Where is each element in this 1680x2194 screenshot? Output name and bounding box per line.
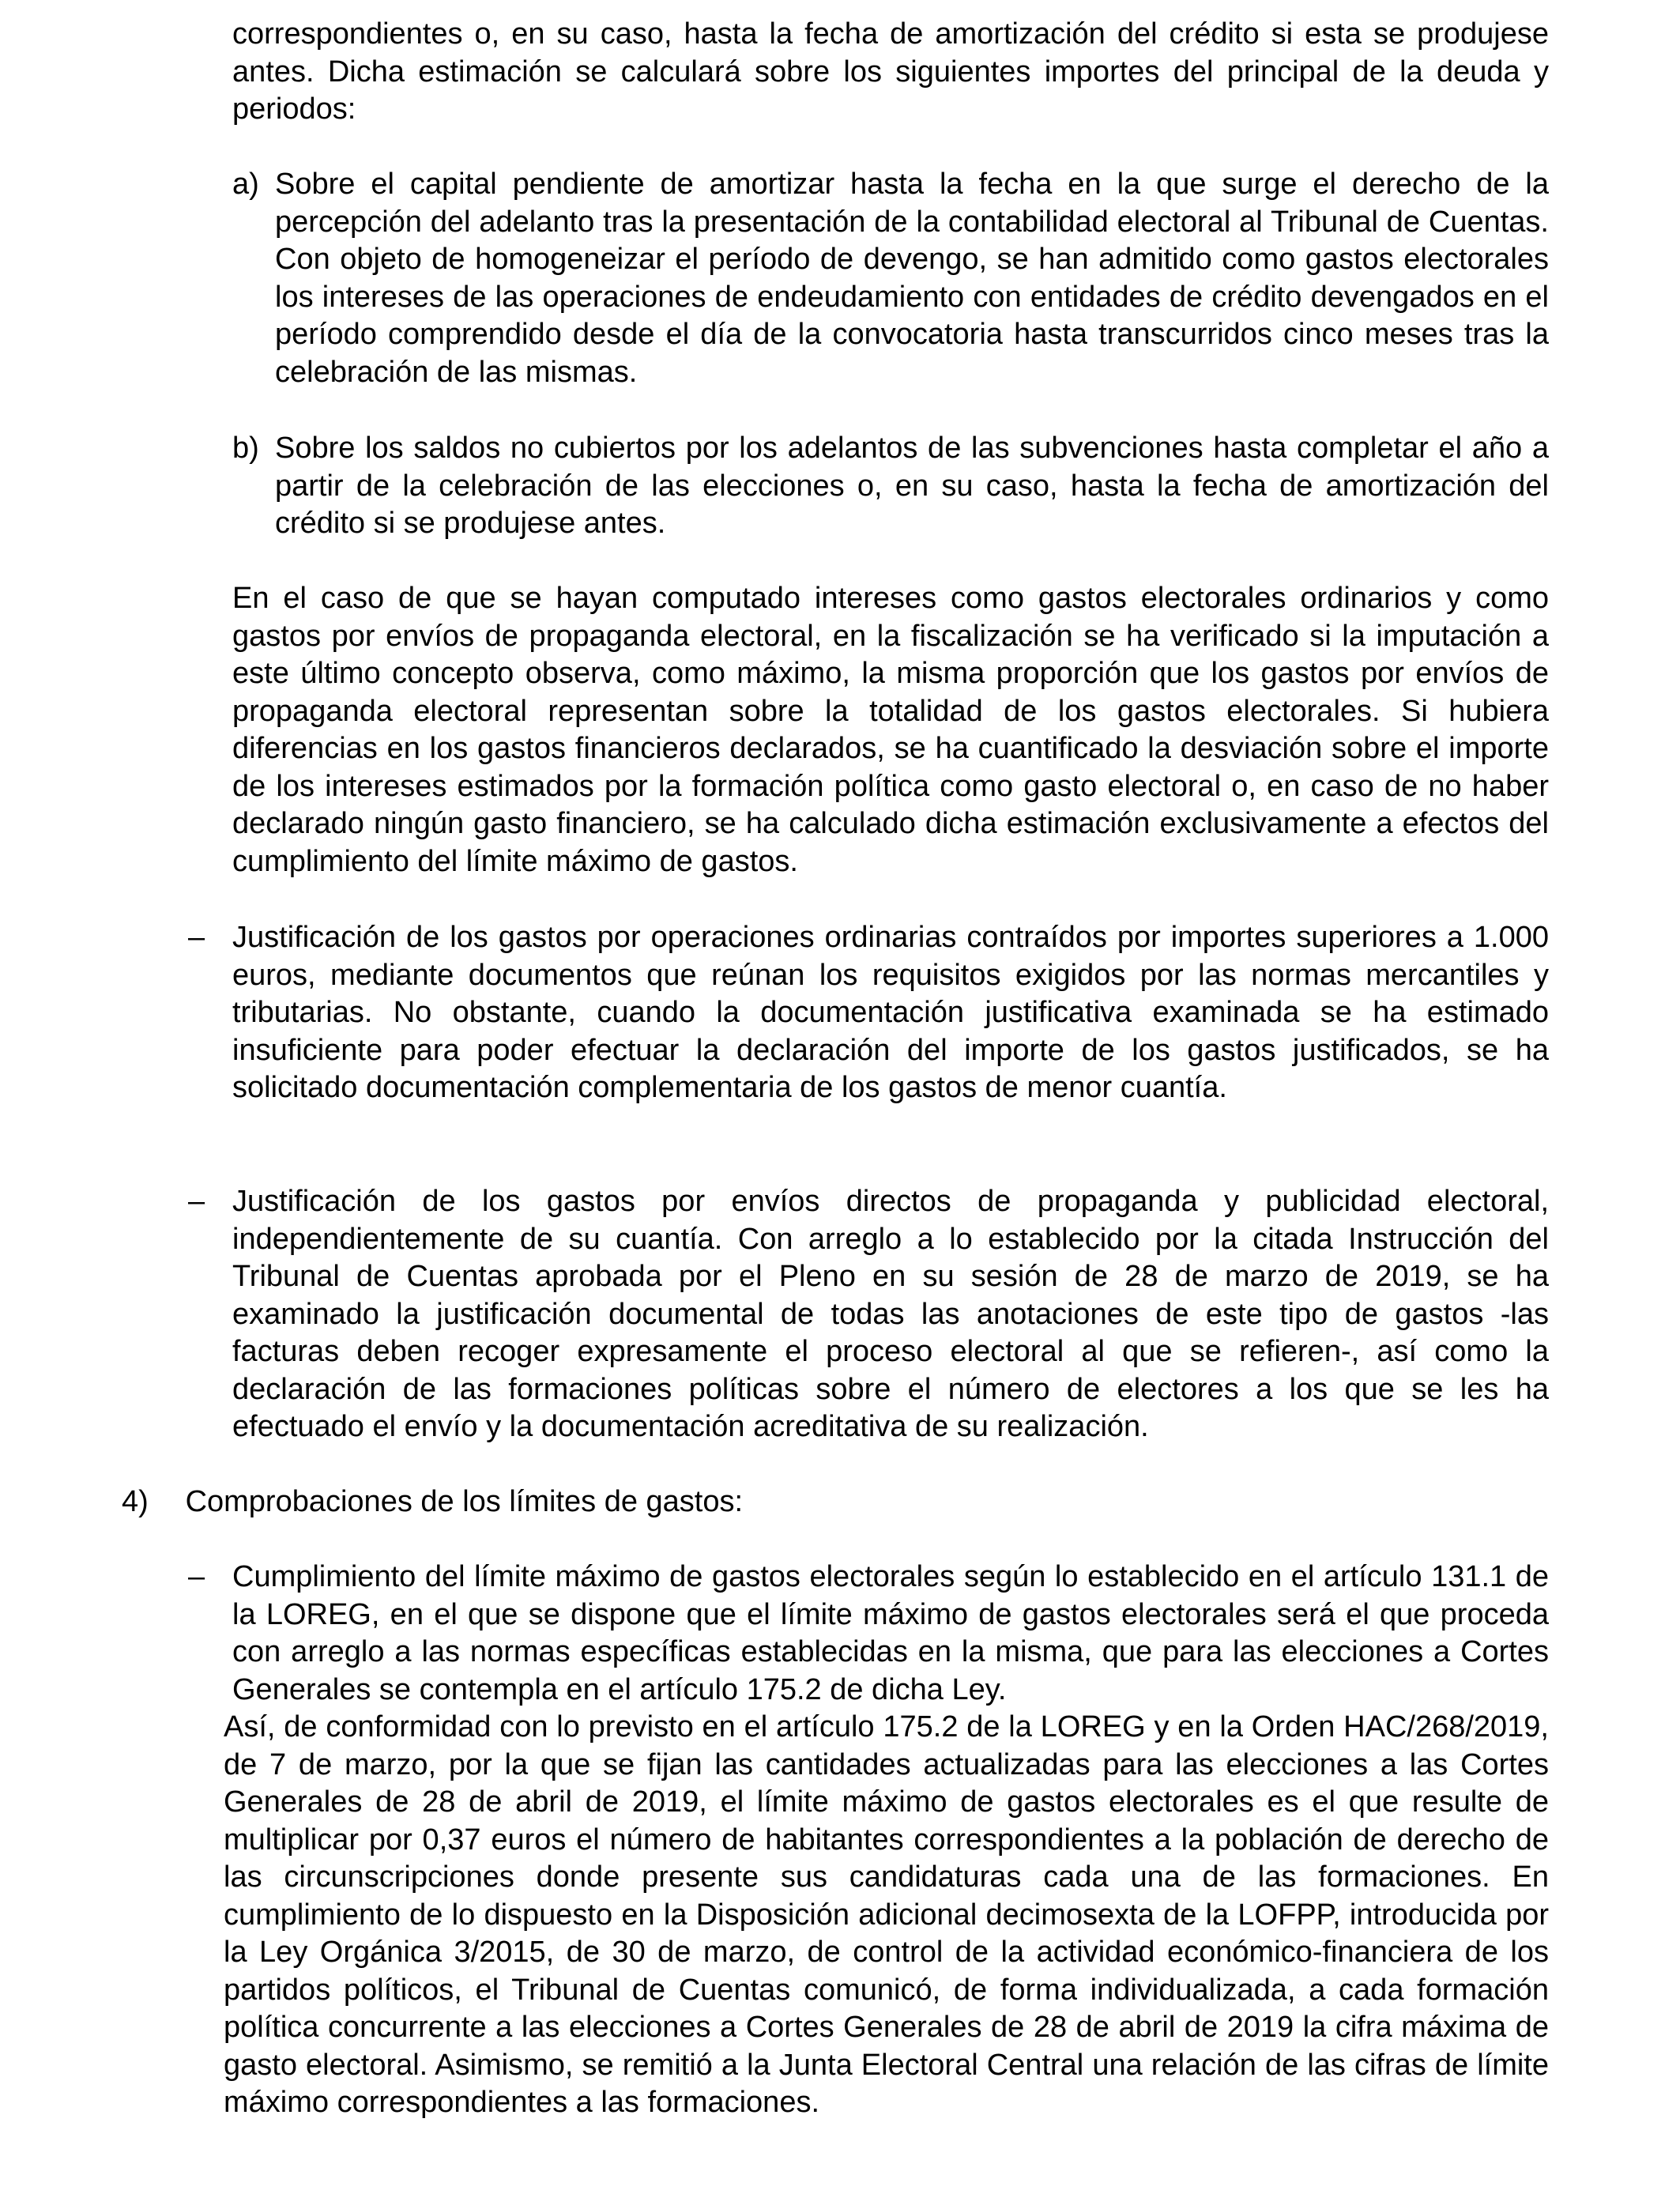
- sublist-item-b: [232, 430, 1549, 543]
- section-heading: [122, 1483, 1544, 1521]
- dash-bullet-icon: –: [188, 921, 205, 954]
- sublist-text: Sobre los saldos no cubiertos por los adelantos de las subvenciones hasta completar el año a partir de la celebración de las elecciones o, en su caso, hasta la fecha de amortización del crédito si se produjese antes.: [275, 432, 1549, 540]
- dash-bullet-icon: –: [188, 1185, 205, 1218]
- section-number: 4): [122, 1485, 149, 1518]
- limit-paragraph: Así, de conformidad con lo previsto en el artículo 175.2 de la LOREG y en la Orden HAC/268/2019, de 7 de marzo, por la que se fijan las cantidades actualizadas para las elecciones a las Cortes Generales de 28 de abril de 2019, el límite máximo de gastos electorales es el que resulte de multiplicar por 0,37 euros el número de habitantes correspondientes a la población de derecho de las circunscripciones donde presente sus candidaturas cada una de las formaciones. En cumplimiento de lo dispuesto en la Disposición adicional decimosexta de la LOFPP, introducida por la Ley Orgánica 3/2015, de 30 de marzo, de control de la actividad económico-financiera de los partidos políticos, el Tribunal de Cuentas comunicó, de forma individualizada, a cada formación política concurrente a las elecciones a Cortes Generales de 28 de abril de 2019 la cifra máxima de gasto electoral. Asimismo, se remitió a la Junta Electoral Central una relación de las cifras de límite máximo correspondientes a las formaciones.: [224, 1710, 1549, 2119]
- interest-paragraph: En el caso de que se hayan computado intereses como gastos electorales ordinarios y como gastos por envíos de propaganda electoral, en la fiscalización se ha verificado si la imputación a este último concepto observa, como máximo, la misma proporción que los gastos por envíos de propaganda electoral representan sobre la totalidad de los gastos electorales. Si hubiera diferencias en los gastos financieros declarados, se ha cuantificado la desviación sobre el importe de los intereses estimados por la formación política como gasto electoral o, en caso de no haber declarado ningún gasto financiero, se ha calculado dicha estimación exclusivamente a efectos del cumplimiento del límite máximo de gastos.: [232, 582, 1549, 878]
- sublist-marker: a): [232, 168, 259, 201]
- sublist-text: Sobre el capital pendiente de amortizar hasta la fecha en la que surge el derecho de la percepción del adelanto tras la presentación de la contabilidad electoral al Tribunal de Cuentas. Con objeto de homogeneizar el período de devengo, se han admitido como gastos electorales los intereses de las operaciones de endeudamiento con entidades de crédito devengados en el período comprendido desde el día de la convocatoria hasta transcurridos cinco meses tras la celebración de las mismas.: [275, 168, 1549, 389]
- bullet-text: Justificación de los gastos por operaciones ordinarias contraídos por importes superiores a 1.000 euros, mediante documentos que reúnan los requisitos exigidos por las normas mercantiles y tributarias. No obstante, cuando la documentación justificativa examinada se ha estimado insuficiente para poder efectuar la declaración del importe de los gastos justificados, se ha solicitado documentación complementaria de los gastos de menor cuantía.: [232, 921, 1549, 1104]
- sublist-marker: b): [232, 432, 259, 465]
- sublist-item-a: [232, 166, 1549, 391]
- section-title: Comprobaciones de los límites de gastos:: [185, 1485, 744, 1518]
- bullet-item: [188, 1183, 1549, 1446]
- intro-paragraph: correspondientes o, en su caso, hasta la fecha de amortización del crédito si esta se produjese antes. Dicha estimación se calculará sobre los siguientes importes del principal de la deuda y periodos:: [232, 17, 1549, 126]
- bullet-item: [188, 1559, 1549, 1709]
- bullet-item: [188, 919, 1549, 1107]
- bullet-text: Justificación de los gastos por envíos directos de propaganda y publicidad electoral, independientemente de su cuantía. Con arreglo a lo establecido por la citada Instrucción del Tribunal de Cuentas aprobada por el Pleno en su sesión de 28 de marzo de 2019, se ha examinado la justificación documental de todas las anotaciones de este tipo de gastos -las facturas deben recoger expresamente el proceso electoral al que se refieren-, así como la declaración de las formaciones políticas sobre el número de electores a los que se les ha efectuado el envío y la documentación acreditativa de su realización.: [232, 1185, 1549, 1443]
- bullet-text: Cumplimiento del límite máximo de gastos electorales según lo establecido en el artículo 131.1 de la LOREG, en el que se dispone que el límite máximo de gastos electorales será el que proceda con arreglo a las normas específicas establecidas en la misma, que para las elecciones a Cortes Generales se contempla en el artículo 175.2 de dicha Ley.: [232, 1560, 1549, 1706]
- dash-bullet-icon: –: [188, 1560, 205, 1593]
